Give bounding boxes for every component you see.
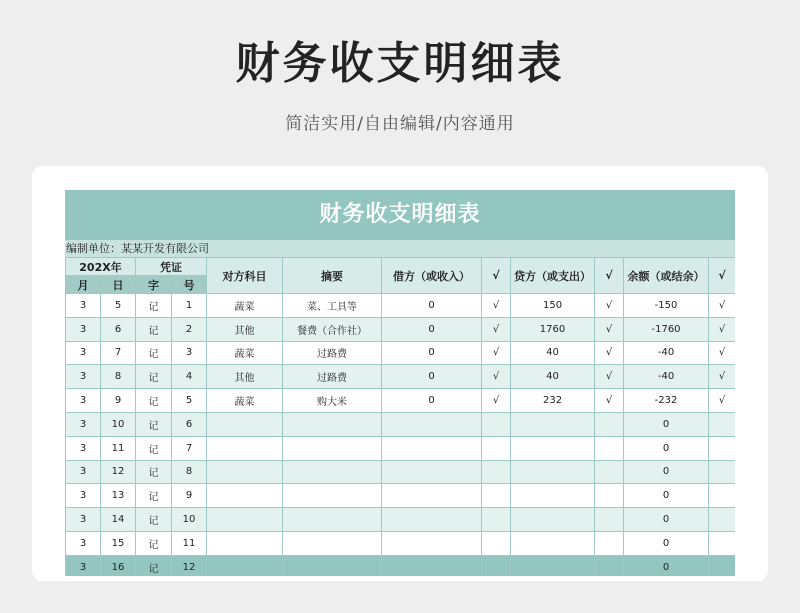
cell-month[interactable]: 3 bbox=[66, 555, 101, 576]
cell-balance[interactable]: -232 bbox=[624, 389, 709, 413]
cell-account[interactable]: 蔬菜 bbox=[207, 294, 283, 318]
cell-check-balance[interactable] bbox=[709, 412, 735, 436]
header-zi: 字 bbox=[136, 276, 172, 294]
cell-voucher-type[interactable]: 记 bbox=[136, 317, 172, 341]
sheet-unit: 编制单位：某某开发有限公司 bbox=[65, 240, 735, 257]
cell-balance[interactable]: -40 bbox=[624, 341, 709, 365]
cell-check-credit[interactable] bbox=[595, 460, 624, 484]
cell-check-balance[interactable]: √ bbox=[709, 294, 735, 318]
cell-month[interactable]: 3 bbox=[66, 484, 101, 508]
page-title: 财务收支明细表 bbox=[235, 38, 565, 89]
cell-month[interactable]: 3 bbox=[66, 294, 101, 318]
table-row bbox=[66, 555, 736, 576]
cell-voucher-type[interactable]: 记 bbox=[136, 555, 172, 576]
cell-month[interactable]: 3 bbox=[66, 317, 101, 341]
table-row bbox=[66, 508, 736, 532]
cell-check-debit[interactable] bbox=[482, 412, 511, 436]
cell-check-debit[interactable] bbox=[482, 531, 511, 555]
cell-summary[interactable] bbox=[283, 555, 382, 576]
cell-credit[interactable] bbox=[511, 484, 595, 508]
cell-debit[interactable] bbox=[382, 508, 482, 532]
cell-balance[interactable]: -1760 bbox=[624, 317, 709, 341]
cell-month[interactable]: 3 bbox=[66, 365, 101, 389]
table-row bbox=[66, 531, 736, 555]
table-row bbox=[66, 365, 736, 389]
cell-check-debit[interactable]: √ bbox=[482, 341, 511, 365]
cell-voucher-no[interactable]: 5 bbox=[172, 389, 207, 413]
cell-credit[interactable] bbox=[511, 436, 595, 460]
cell-balance[interactable]: -150 bbox=[624, 294, 709, 318]
cell-debit[interactable] bbox=[382, 436, 482, 460]
cell-debit[interactable] bbox=[382, 484, 482, 508]
cell-summary[interactable]: 过路费 bbox=[283, 365, 382, 389]
cell-voucher-no[interactable]: 3 bbox=[172, 341, 207, 365]
cell-summary[interactable]: 菜、工具等 bbox=[283, 294, 382, 318]
cell-voucher-no[interactable]: 4 bbox=[172, 365, 207, 389]
header-check-debit: √ bbox=[482, 258, 511, 294]
cell-month[interactable]: 3 bbox=[66, 508, 101, 532]
cell-balance[interactable]: 0 bbox=[624, 484, 709, 508]
cell-check-balance[interactable] bbox=[709, 436, 735, 460]
cell-credit[interactable]: 232 bbox=[511, 389, 595, 413]
table-row bbox=[66, 460, 736, 484]
cell-check-balance[interactable] bbox=[709, 508, 735, 532]
cell-account[interactable] bbox=[207, 555, 283, 576]
cell-summary[interactable] bbox=[283, 460, 382, 484]
cell-voucher-type[interactable]: 记 bbox=[136, 460, 172, 484]
cell-voucher-no[interactable]: 6 bbox=[172, 412, 207, 436]
header-check-credit: √ bbox=[595, 258, 624, 294]
header-voucher: 凭证 bbox=[136, 258, 207, 276]
spreadsheet bbox=[65, 190, 735, 576]
cell-account[interactable] bbox=[207, 412, 283, 436]
cell-balance[interactable]: 0 bbox=[624, 460, 709, 484]
header-day: 日 bbox=[101, 276, 136, 294]
header-month: 月 bbox=[66, 276, 101, 294]
table-row bbox=[66, 341, 736, 365]
header-account: 对方科目 bbox=[207, 258, 283, 294]
cell-balance[interactable]: 0 bbox=[624, 436, 709, 460]
table-row bbox=[66, 317, 736, 341]
cell-account[interactable]: 其他 bbox=[207, 365, 283, 389]
ledger-table bbox=[65, 257, 735, 576]
cell-check-balance[interactable] bbox=[709, 484, 735, 508]
cell-check-debit[interactable] bbox=[482, 460, 511, 484]
cell-voucher-type[interactable]: 记 bbox=[136, 341, 172, 365]
cell-day[interactable]: 13 bbox=[101, 484, 136, 508]
cell-month[interactable]: 3 bbox=[66, 460, 101, 484]
cell-day[interactable]: 6 bbox=[101, 317, 136, 341]
cell-voucher-type[interactable]: 记 bbox=[136, 389, 172, 413]
cell-debit[interactable] bbox=[382, 412, 482, 436]
cell-voucher-type[interactable]: 记 bbox=[136, 436, 172, 460]
cell-summary[interactable] bbox=[283, 436, 382, 460]
cell-account[interactable]: 蔬菜 bbox=[207, 389, 283, 413]
cell-voucher-type[interactable]: 记 bbox=[136, 484, 172, 508]
cell-check-debit[interactable]: √ bbox=[482, 294, 511, 318]
cell-summary[interactable]: 餐费（合作社） bbox=[283, 317, 382, 341]
header-hao: 号 bbox=[172, 276, 207, 294]
cell-day[interactable]: 14 bbox=[101, 508, 136, 532]
cell-check-debit[interactable] bbox=[482, 508, 511, 532]
cell-account[interactable] bbox=[207, 436, 283, 460]
table-row bbox=[66, 484, 736, 508]
cell-balance[interactable]: 0 bbox=[624, 508, 709, 532]
cell-credit[interactable] bbox=[511, 555, 595, 576]
cell-voucher-no[interactable]: 2 bbox=[172, 317, 207, 341]
cell-day[interactable]: 9 bbox=[101, 389, 136, 413]
header-check-balance: √ bbox=[709, 258, 735, 294]
cell-check-credit[interactable] bbox=[595, 531, 624, 555]
cell-day[interactable]: 12 bbox=[101, 460, 136, 484]
cell-summary[interactable]: 购大米 bbox=[283, 389, 382, 413]
cell-day[interactable]: 10 bbox=[101, 412, 136, 436]
cell-check-credit[interactable]: √ bbox=[595, 317, 624, 341]
cell-voucher-type[interactable]: 记 bbox=[136, 412, 172, 436]
cell-debit[interactable]: 0 bbox=[382, 389, 482, 413]
page-subtitle: 简洁实用/自由编辑/内容通用 bbox=[285, 114, 515, 134]
sheet-title: 财务收支明细表 bbox=[65, 190, 735, 240]
cell-month[interactable]: 3 bbox=[66, 341, 101, 365]
cell-summary[interactable] bbox=[283, 412, 382, 436]
cell-check-credit[interactable]: √ bbox=[595, 365, 624, 389]
cell-credit[interactable]: 40 bbox=[511, 341, 595, 365]
cell-check-debit[interactable] bbox=[482, 484, 511, 508]
header-summary: 摘要 bbox=[283, 258, 382, 294]
cell-check-debit[interactable]: √ bbox=[482, 389, 511, 413]
cell-day[interactable]: 7 bbox=[101, 341, 136, 365]
cell-check-credit[interactable] bbox=[595, 508, 624, 532]
cell-check-balance[interactable]: √ bbox=[709, 317, 735, 341]
cell-balance[interactable]: 0 bbox=[624, 412, 709, 436]
cell-voucher-no[interactable]: 1 bbox=[172, 294, 207, 318]
cell-voucher-no[interactable]: 8 bbox=[172, 460, 207, 484]
cell-check-balance[interactable] bbox=[709, 555, 735, 576]
cell-voucher-type[interactable]: 记 bbox=[136, 531, 172, 555]
cell-check-balance[interactable]: √ bbox=[709, 365, 735, 389]
cell-debit[interactable]: 0 bbox=[382, 365, 482, 389]
header-balance: 余额（或结余） bbox=[624, 258, 709, 294]
header-year: 202X年 bbox=[66, 258, 136, 276]
cell-balance[interactable]: 0 bbox=[624, 555, 709, 576]
cell-credit[interactable] bbox=[511, 460, 595, 484]
cell-day[interactable]: 8 bbox=[101, 365, 136, 389]
cell-check-debit[interactable]: √ bbox=[482, 365, 511, 389]
cell-credit[interactable]: 40 bbox=[511, 365, 595, 389]
cell-account[interactable] bbox=[207, 531, 283, 555]
cell-check-debit[interactable] bbox=[482, 436, 511, 460]
cell-day[interactable]: 5 bbox=[101, 294, 136, 318]
cell-voucher-type[interactable]: 记 bbox=[136, 294, 172, 318]
table-row bbox=[66, 436, 736, 460]
header-debit: 借方（或收入） bbox=[382, 258, 482, 294]
cell-check-balance[interactable] bbox=[709, 531, 735, 555]
cell-month[interactable]: 3 bbox=[66, 531, 101, 555]
cell-debit[interactable]: 0 bbox=[382, 294, 482, 318]
cell-credit[interactable] bbox=[511, 531, 595, 555]
cell-voucher-no[interactable]: 12 bbox=[172, 555, 207, 576]
cell-debit[interactable]: 0 bbox=[382, 317, 482, 341]
cell-debit[interactable] bbox=[382, 460, 482, 484]
cell-debit[interactable] bbox=[382, 531, 482, 555]
cell-check-debit[interactable] bbox=[482, 555, 511, 576]
cell-check-balance[interactable]: √ bbox=[709, 341, 735, 365]
cell-check-credit[interactable]: √ bbox=[595, 341, 624, 365]
cell-summary[interactable] bbox=[283, 508, 382, 532]
header-credit: 贷方（或支出） bbox=[511, 258, 595, 294]
cell-check-balance[interactable] bbox=[709, 460, 735, 484]
cell-voucher-no[interactable]: 10 bbox=[172, 508, 207, 532]
cell-voucher-no[interactable]: 11 bbox=[172, 531, 207, 555]
cell-voucher-type[interactable]: 记 bbox=[136, 365, 172, 389]
cell-balance[interactable]: -40 bbox=[624, 365, 709, 389]
cell-check-credit[interactable]: √ bbox=[595, 294, 624, 318]
cell-account[interactable]: 其他 bbox=[207, 317, 283, 341]
cell-check-credit[interactable]: √ bbox=[595, 389, 624, 413]
cell-day[interactable]: 16 bbox=[101, 555, 136, 576]
table-row bbox=[66, 389, 736, 413]
cell-summary[interactable] bbox=[283, 484, 382, 508]
cell-check-credit[interactable] bbox=[595, 484, 624, 508]
cell-month[interactable]: 3 bbox=[66, 389, 101, 413]
cell-balance[interactable]: 0 bbox=[624, 531, 709, 555]
cell-account[interactable]: 蔬菜 bbox=[207, 341, 283, 365]
cell-credit[interactable]: 1760 bbox=[511, 317, 595, 341]
cell-credit[interactable] bbox=[511, 412, 595, 436]
table-row bbox=[66, 412, 736, 436]
ledger-body bbox=[66, 294, 736, 577]
cell-check-credit[interactable] bbox=[595, 412, 624, 436]
cell-credit[interactable] bbox=[511, 508, 595, 532]
table-row bbox=[66, 294, 736, 318]
cell-voucher-no[interactable]: 9 bbox=[172, 484, 207, 508]
cell-day[interactable]: 15 bbox=[101, 531, 136, 555]
cell-check-debit[interactable]: √ bbox=[482, 317, 511, 341]
cell-check-balance[interactable]: √ bbox=[709, 389, 735, 413]
cell-account[interactable] bbox=[207, 508, 283, 532]
cell-check-credit[interactable] bbox=[595, 555, 624, 576]
cell-debit[interactable] bbox=[382, 555, 482, 576]
cell-account[interactable] bbox=[207, 484, 283, 508]
cell-debit[interactable]: 0 bbox=[382, 341, 482, 365]
cell-day[interactable]: 11 bbox=[101, 436, 136, 460]
cell-voucher-type[interactable]: 记 bbox=[136, 508, 172, 532]
cell-month[interactable]: 3 bbox=[66, 436, 101, 460]
cell-account[interactable] bbox=[207, 460, 283, 484]
cell-month[interactable]: 3 bbox=[66, 412, 101, 436]
preview-card bbox=[32, 166, 768, 581]
cell-summary[interactable]: 过路费 bbox=[283, 341, 382, 365]
cell-credit[interactable]: 150 bbox=[511, 294, 595, 318]
cell-summary[interactable] bbox=[283, 531, 382, 555]
cell-check-credit[interactable] bbox=[595, 436, 624, 460]
cell-voucher-no[interactable]: 7 bbox=[172, 436, 207, 460]
